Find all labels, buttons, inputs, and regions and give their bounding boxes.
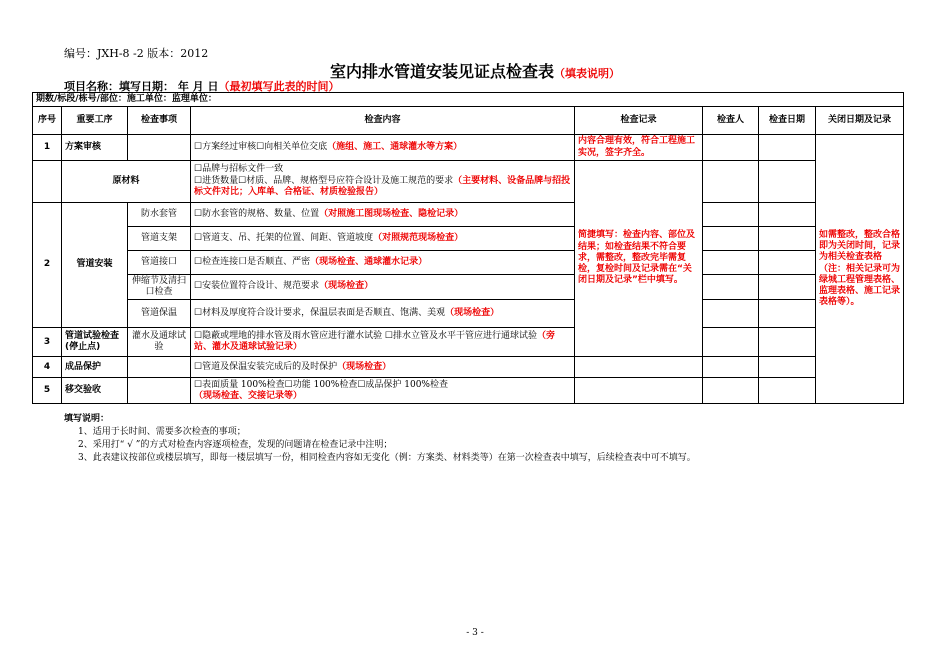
row-content: ☐检查连接口是否顺直、严密（现场检查、通球灌水记录） bbox=[191, 250, 575, 274]
row-process: 方案审核 bbox=[62, 135, 128, 161]
col-item: 检查事项 bbox=[128, 107, 191, 135]
record-mid: 简捷填写：检查内容、部位及结果；如检查结果不符合要求，需整改，整改完毕需复检，复检时间及记录需在“关闭日期及记录”栏中填写。 bbox=[575, 160, 703, 357]
row-process: 移交验收 bbox=[62, 378, 128, 404]
close-note: 如需整改，整改合格即为关闭时间，记录为相关检查表格（注：相关记录可为绿城工程管理表格、监理表格、施工记录表格等）。 bbox=[816, 135, 904, 404]
col-process: 重要工序 bbox=[62, 107, 128, 135]
table-row bbox=[33, 328, 904, 357]
project-note: （最初填写此表的时间） bbox=[218, 80, 340, 93]
inspector-cell bbox=[703, 250, 759, 274]
table-row bbox=[33, 226, 904, 250]
doc-code: 编号：JXH-8 -2 版本：2012 bbox=[64, 47, 209, 60]
table-row bbox=[33, 378, 904, 404]
title-text: 室内排水管道安装见证点检查表 bbox=[329, 62, 554, 81]
page-number: - 3 - bbox=[466, 628, 484, 638]
row-no bbox=[33, 160, 62, 202]
row-process: 管道试验检查(停止点) bbox=[62, 328, 128, 357]
row-content: ☐材料及厚度符合设计要求，保温层表面是否顺直、饱满、美观（现场检查） bbox=[191, 300, 575, 328]
record-cell bbox=[575, 378, 703, 404]
inspector-cell bbox=[703, 274, 759, 300]
row-process: 管道安装 bbox=[62, 202, 128, 328]
inspector-cell bbox=[703, 135, 759, 161]
table-row bbox=[33, 160, 904, 202]
project-label: 项目名称：填写日期： 年 月 日 bbox=[64, 80, 219, 93]
row-item: 灌水及通球试验 bbox=[128, 328, 191, 357]
date-cell bbox=[759, 202, 816, 226]
date-cell bbox=[759, 160, 816, 202]
table-row bbox=[33, 357, 904, 378]
date-cell bbox=[759, 378, 816, 404]
inspector-cell bbox=[703, 328, 759, 357]
col-close: 关闭日期及记录 bbox=[816, 107, 904, 135]
date-cell bbox=[759, 300, 816, 328]
fill-notes bbox=[64, 413, 696, 465]
inspection-table bbox=[32, 92, 904, 404]
record-cell bbox=[575, 357, 703, 378]
header-row bbox=[33, 107, 904, 135]
row-content: ☐隐蔽或埋地的排水管及雨水管应进行灌水试验 ☐排水立管及水平干管应进行通球试验（旁站、灌水及通球试验记录） bbox=[191, 328, 575, 357]
row-content: ☐管道支、吊、托架的位置、间距、管道坡度（对照规范现场检查） bbox=[191, 226, 575, 250]
row-item bbox=[128, 378, 191, 404]
table-row bbox=[33, 202, 904, 226]
row-no: 2 bbox=[33, 202, 62, 328]
row-process: 原材料 bbox=[62, 160, 191, 202]
date-cell bbox=[759, 135, 816, 161]
row-content: ☐管道及保温安装完成后的及时保护（现场检查） bbox=[191, 357, 575, 378]
col-content: 检查内容 bbox=[191, 107, 575, 135]
row-content: ☐表面质量 100%检查☐功能 100%检查☐成品保护 100%检查 （现场检查、交接记录等） bbox=[191, 378, 575, 404]
row-item: 伸缩节及清扫口检查 bbox=[128, 274, 191, 300]
col-no: 序号 bbox=[33, 107, 62, 135]
col-inspector: 检查人 bbox=[703, 107, 759, 135]
row-item: 管道保温 bbox=[128, 300, 191, 328]
note-item: 1、适用于长时间、需要多次检查的事项； bbox=[78, 427, 246, 437]
row-content: ☐安装位置符合设计、规范要求（现场检查） bbox=[191, 274, 575, 300]
row-item: 管道接口 bbox=[128, 250, 191, 274]
note-item: 2、采用打“ √ ”的方式对检查内容逐项检查，发现的问题请在检查记录中注明； bbox=[78, 440, 393, 450]
date-cell bbox=[759, 274, 816, 300]
table-row bbox=[33, 135, 904, 161]
row-item bbox=[128, 135, 191, 161]
row-item bbox=[128, 357, 191, 378]
table-row bbox=[33, 274, 904, 300]
inspector-cell bbox=[703, 357, 759, 378]
note-item: 3、此表建议按部位或楼层填写，即每一楼层填写一份，相同检查内容如无变化（例：方案类、材料类等）在第一次检查表中填写，后续检查表中可不填写。 bbox=[78, 453, 696, 463]
inspector-cell bbox=[703, 160, 759, 202]
inspector-cell bbox=[703, 202, 759, 226]
notes-heading: 填写说明： bbox=[64, 414, 110, 424]
row-item: 管道支架 bbox=[128, 226, 191, 250]
col-date: 检查日期 bbox=[759, 107, 816, 135]
row-no: 4 bbox=[33, 357, 62, 378]
record-cell: 内容合理有效，符合工程施工实况，签字齐全。 bbox=[575, 135, 703, 161]
date-cell bbox=[759, 357, 816, 378]
table-row bbox=[33, 250, 904, 274]
inspector-cell bbox=[703, 378, 759, 404]
row-no: 5 bbox=[33, 378, 62, 404]
date-cell bbox=[759, 328, 816, 357]
title-note: （填表说明） bbox=[554, 67, 620, 80]
section-row: 期数/标段/栋号/部位：施工单位：监理单位： bbox=[33, 93, 904, 107]
row-no: 1 bbox=[33, 135, 62, 161]
row-no: 3 bbox=[33, 328, 62, 357]
row-process: 成品保护 bbox=[62, 357, 128, 378]
inspector-cell bbox=[703, 226, 759, 250]
table-row bbox=[33, 300, 904, 328]
row-item: 防水套管 bbox=[128, 202, 191, 226]
date-cell bbox=[759, 226, 816, 250]
col-record: 检查记录 bbox=[575, 107, 703, 135]
row-content: ☐方案经过审核☐向相关单位交底（施组、施工、通球灌水等方案） bbox=[191, 135, 575, 161]
row-content: ☐防水套管的规格、数量、位置（对照施工图现场检查、隐检记录） bbox=[191, 202, 575, 226]
row-content: ☐品牌与招标文件一致 ☐进货数量☐材质、品牌、规格型号应符合设计及施工规范的要求（主要材料、设备品牌与招投标文件对比；入库单、合格证、材质检验报告） bbox=[191, 160, 575, 202]
date-cell bbox=[759, 250, 816, 274]
inspector-cell bbox=[703, 300, 759, 328]
